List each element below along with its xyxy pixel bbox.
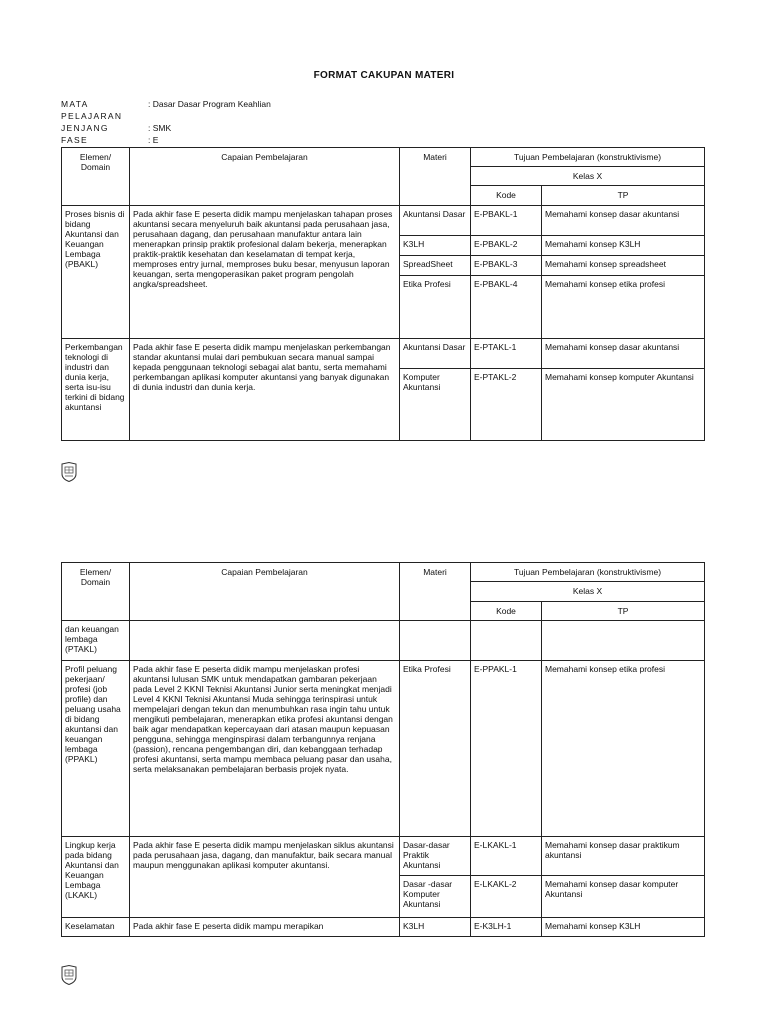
meta-value: : E xyxy=(148,135,159,145)
school-logo-icon xyxy=(61,965,77,985)
table-row xyxy=(62,206,705,236)
tp-cell xyxy=(542,621,705,661)
capaian-cell: Pada akhir fase E peserta didik mampu menjelaskan perkembangan standar akuntansi mulai dari pembukuan secara manual sampai kepada penggunaan teknologi sebagai alat bantu, serta memahami perkembangan aplikasi komputer akuntansi yang banyak digunakan di dunia industri dan dunia kerja. xyxy=(130,339,400,441)
kode-cell: E-PPAKL-1 xyxy=(471,661,542,837)
elemen-cell: Proses bisnis di bidang Akuntansi dan Keuangan Lembaga (PBAKL) xyxy=(62,206,130,339)
tp-cell: Memahami konsep dasar praktikum akuntansi xyxy=(542,837,705,876)
school-logo-icon xyxy=(61,462,77,482)
materi-cell: Dasar-dasar Praktik Akuntansi xyxy=(400,837,471,876)
header-row xyxy=(62,563,705,582)
meta-row-phase xyxy=(61,134,271,146)
elemen-cell: Perkembangan teknologi di industri dan dunia kerja, serta isu-isu terkini di bidang akuntansi xyxy=(62,339,130,441)
elemen-cell: Keselamatan xyxy=(62,918,130,937)
tp-cell: Memahami konsep komputer Akuntansi xyxy=(542,369,705,441)
meta-label: JENJANG xyxy=(61,123,109,133)
curriculum-table-2 xyxy=(61,562,705,937)
materi-cell: Etika Profesi xyxy=(400,661,471,837)
header-kelas: Kelas X xyxy=(471,582,705,602)
tp-cell: Memahami konsep dasar akuntansi xyxy=(542,339,705,369)
kode-cell: E-PBAKL-4 xyxy=(471,276,542,339)
kode-cell: E-PTAKL-1 xyxy=(471,339,542,369)
meta-row-level xyxy=(61,122,271,134)
elemen-cell: Lingkup kerja pada bidang Akuntansi dan Keuangan Lembaga (LKAKL) xyxy=(62,837,130,918)
header-kode: Kode xyxy=(471,186,542,206)
materi-cell: SpreadSheet xyxy=(400,256,471,276)
meta-row-subject xyxy=(61,98,271,122)
tp-cell: Memahami konsep etika profesi xyxy=(542,661,705,837)
materi-cell xyxy=(400,621,471,661)
meta-value: : SMK xyxy=(148,123,172,133)
kode-cell xyxy=(471,621,542,661)
kode-cell: E-LKAKL-2 xyxy=(471,876,542,918)
capaian-cell: Pada akhir fase E peserta didik mampu menjelaskan profesi akuntansi lulusan SMK untuk mendapatkan gambaran pekerjaan pada Level 2 KKNI Teknisi Akuntansi Junior serta meningkat menjadi Level 4 KKNI Teknisi Akuntansi Muda sehingga terinspirasi untuk mempelajari dengan tekun dan menumbuhkan rasa ingin tahu untuk mengikuti pembelajaran, menerapkan etika profesi akuntansi dengan baik agar mendapatkan kepercayaan dari atasan maupun kepuasan pengguna, sehingga menginspirasi dalam terbangunnya renjana (passion), rencana pengembangan diri, dan kebanggaan terhadap profesi akuntansi, serta mampu membaca peluang pasar dan usaha, serta melaksanakan pembelajaran berbasis projek nyata. xyxy=(130,661,400,837)
document-title: FORMAT CAKUPAN MATERI xyxy=(313,70,455,81)
table-row xyxy=(62,621,705,661)
subject-meta xyxy=(61,98,271,146)
header-kelas: Kelas X xyxy=(471,167,705,186)
elemen-cell: dan keuangan lembaga (PTAKL) xyxy=(62,621,130,661)
tp-cell: Memahami konsep K3LH xyxy=(542,236,705,256)
meta-value: : Dasar Dasar Program Keahlian xyxy=(148,99,271,109)
materi-cell: Komputer Akuntansi xyxy=(400,369,471,441)
capaian-cell xyxy=(130,621,400,661)
tp-cell: Memahami konsep dasar akuntansi xyxy=(542,206,705,236)
materi-cell: Dasar -dasar Komputer Akuntansi xyxy=(400,876,471,918)
table-row xyxy=(62,339,705,369)
materi-cell: K3LH xyxy=(400,236,471,256)
table-row xyxy=(62,918,705,937)
kode-cell: E-K3LH-1 xyxy=(471,918,542,937)
kode-cell: E-PBAKL-2 xyxy=(471,236,542,256)
header-materi: Materi xyxy=(400,563,471,621)
meta-label: FASE xyxy=(61,135,88,145)
curriculum-table-1 xyxy=(61,147,705,441)
tp-cell: Memahami konsep dasar komputer Akuntansi xyxy=(542,876,705,918)
kode-cell: E-PTAKL-2 xyxy=(471,369,542,441)
materi-cell: Etika Profesi xyxy=(400,276,471,339)
elemen-cell: Profil peluang pekerjaan/ profesi (job profile) dan peluang usaha di bidang akuntansi dan keuangan lembaga (PPAKL) xyxy=(62,661,130,837)
header-tujuan: Tujuan Pembelajaran (konstruktivisme) xyxy=(471,148,705,167)
header-materi: Materi xyxy=(400,148,471,206)
table-row xyxy=(62,661,705,837)
tp-cell: Memahami konsep etika profesi xyxy=(542,276,705,339)
header-tujuan: Tujuan Pembelajaran (konstruktivisme) xyxy=(471,563,705,582)
header-tp: TP xyxy=(542,186,705,206)
materi-cell: Akuntansi Dasar xyxy=(400,206,471,236)
tp-cell: Memahami konsep K3LH xyxy=(542,918,705,937)
header-kode: Kode xyxy=(471,602,542,621)
header-row xyxy=(62,148,705,167)
header-capaian: Capaian Pembelajaran xyxy=(130,563,400,621)
meta-label: MATA PELAJARAN xyxy=(61,99,123,121)
kode-cell: E-LKAKL-1 xyxy=(471,837,542,876)
capaian-cell: Pada akhir fase E peserta didik mampu merapikan xyxy=(130,918,400,937)
table-row xyxy=(62,837,705,876)
kode-cell: E-PBAKL-3 xyxy=(471,256,542,276)
header-capaian: Capaian Pembelajaran xyxy=(130,148,400,206)
materi-cell: K3LH xyxy=(400,918,471,937)
header-elemen: Elemen/ Domain xyxy=(62,148,130,206)
header-elemen: Elemen/ Domain xyxy=(62,563,130,621)
capaian-cell: Pada akhir fase E peserta didik mampu menjelaskan siklus akuntansi pada perusahaan jasa, dagang, dan manufaktur, baik secara manual maupun menggunakan aplikasi komputer akuntansi. xyxy=(130,837,400,918)
kode-cell: E-PBAKL-1 xyxy=(471,206,542,236)
header-tp: TP xyxy=(542,602,705,621)
capaian-cell: Pada akhir fase E peserta didik mampu menjelaskan tahapan proses akuntansi secara menyeluruh baik akuntansi pada perusahaan jasa, perusahaan dagang, dan perusahaan manufaktur antara lain menerapkan prinsip praktik profesional dalam bekerja, menerapkan praktik-praktik kesehatan dan keselamatan di tempat kerja, memproses entry jurnal, memproses buku besar, menyusun laporan keuangan, serta mengoperasikan paket program pengolah angka/spreadsheet. xyxy=(130,206,400,339)
tp-cell: Memahami konsep spreadsheet xyxy=(542,256,705,276)
materi-cell: Akuntansi Dasar xyxy=(400,339,471,369)
